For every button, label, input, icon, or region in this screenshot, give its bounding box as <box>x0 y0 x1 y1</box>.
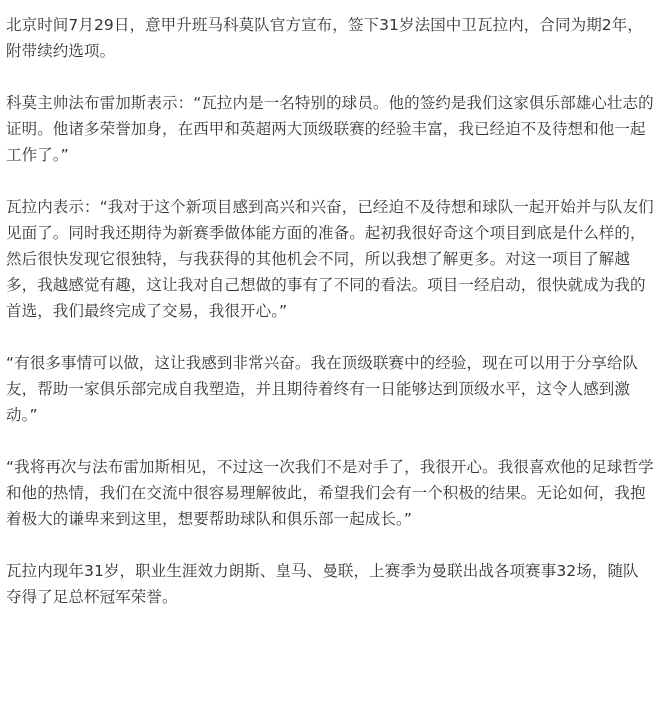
paragraph-varane-quote-2: “有很多事情可以做，这让我感到非常兴奋。我在顶级联赛中的经验，现在可以用于分享给队友，帮助一家俱乐部完成自我塑造，并且期待着终有一日能够达到顶级水平，这令人感到激动。” <box>6 354 639 424</box>
paragraph-coach-quote: 科莫主帅法布雷加斯表示：“瓦拉内是一名特别的球员。他的签约是我们这家俱乐部雄心壮志的证明。他诸多荣誉加身，在西甲和英超两大顶级联赛的经验丰富，我已经迫不及待想和他一起工作了。” <box>6 94 654 164</box>
paragraph-career-summary: 瓦拉内现年31岁，职业生涯效力朗斯、皇马、曼联，上赛季为曼联出战各项赛事32场，随队夺得了足总杯冠军荣誉。 <box>6 562 639 606</box>
paragraph-varane-quote-1: 瓦拉内表示：“我对于这个新项目感到高兴和兴奋，已经迫不及待想和球队一起开始并与队友们见面了。同时我还期待为新赛季做体能方面的准备。起初我很好奇这个项目到底是什么样的，然后很快发现它很独特，与我获得的其他机会不同，所以我想了解更多。对这一项目了解越多，我越感觉有趣，这让我对自己想做的事有了不同的看法。项目一经启动，很快就成为我的首选，我们最终完成了交易，我很开心。” <box>6 198 654 320</box>
paragraph-announcement: 北京时间7月29日，意甲升班马科莫队官方宣布，签下31岁法国中卫瓦拉内，合同为期2年，附带续约选项。 <box>6 16 643 60</box>
article-body <box>6 12 654 610</box>
paragraph-varane-quote-3: “我将再次与法布雷加斯相见，不过这一次我们不是对手了，我很开心。我很喜欢他的足球哲学和他的热情，我们在交流中很容易理解彼此，希望我们会有一个积极的结果。无论如何，我抱着极大的谦卑来到这里，想要帮助球队和俱乐部一起成长。” <box>6 458 654 528</box>
